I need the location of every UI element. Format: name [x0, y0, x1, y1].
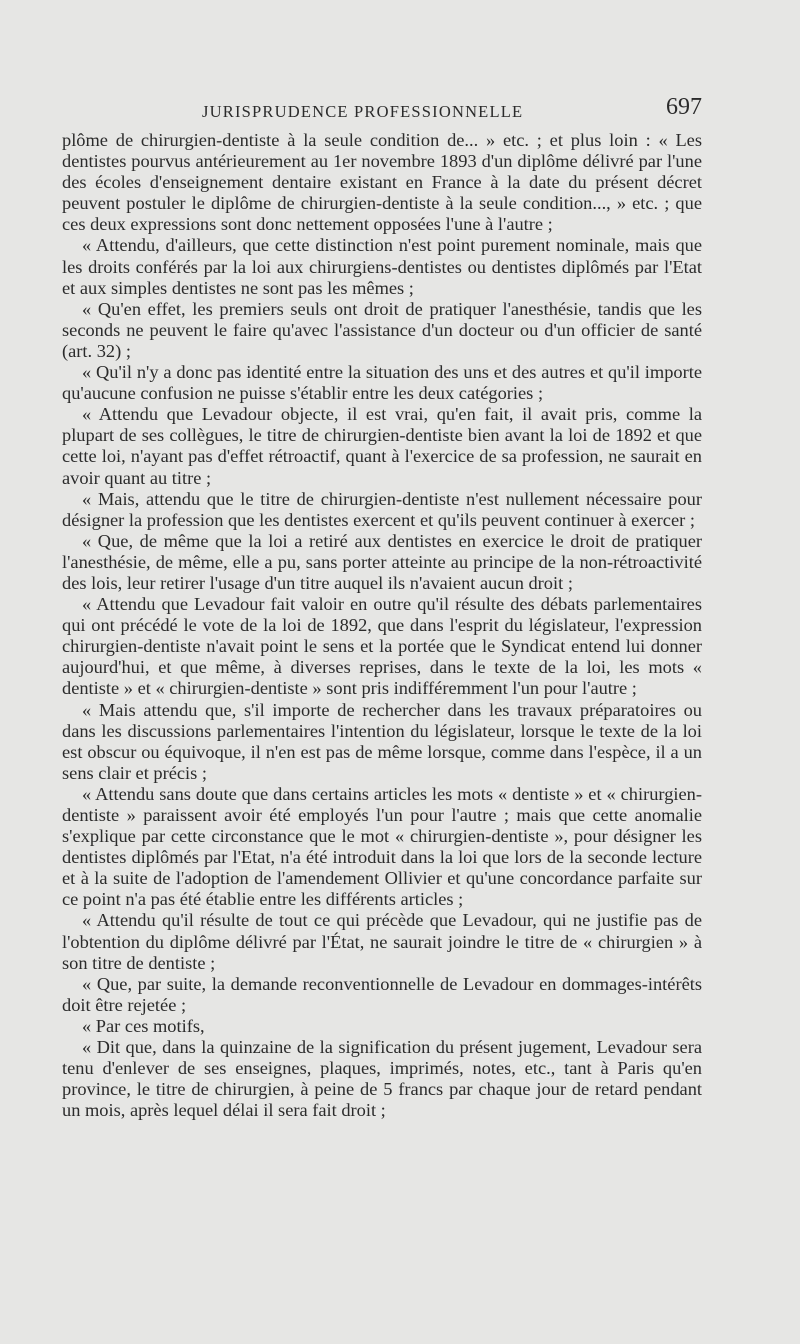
body-text [62, 130, 702, 1121]
paragraph: « Mais, attendu que le titre de chirurgien-dentiste n'est nullement nécessaire pour désigner la profession que les dentistes exercent et qu'ils peuvent continuer à exercer ; [62, 488, 702, 530]
running-title: JURISPRUDENCE PROFESSIONNELLE [202, 102, 524, 121]
paragraph: « Que, par suite, la demande reconventionnelle de Levadour en dommages-intérêts doit être rejetée ; [62, 973, 702, 1015]
page-number: 697 [666, 94, 702, 120]
paragraph: « Attendu que Levadour objecte, il est vrai, qu'en fait, il avait pris, comme la plupart de ses collègues, le titre de chirurgien-dentiste bien avant la loi de 1892 et que cette loi, n'ayant pas d'effet rétroactif, quant à l'exercice de sa profession, ne saurait en avoir quant au titre ; [62, 404, 702, 488]
paragraph: « Attendu, d'ailleurs, que cette distinction n'est point purement nominale, mais que les droits conférés par la loi aux chirurgiens-dentistes ou dentistes diplômés par l'Etat et aux simples dentistes ne sont pas les mêmes ; [62, 235, 702, 298]
paragraph: « Attendu sans doute que dans certains articles les mots « dentiste » et « chirurgien-dentiste » paraissent avoir été employés l'un pour l'autre ; mais que cette anomalie s'explique par cette circonstance que le mot « chirurgien-dentiste », pour désigner les dentistes diplômés par l'Etat, n'a été introduit dans la loi que lors de la seconde lecture et à la suite de l'adoption de l'amendement Ollivier et qu'une concordance parfaite sur ce point n'a pas été établie entre les différents articles ; [62, 783, 702, 910]
paragraph: « Mais attendu que, s'il importe de rechercher dans les travaux préparatoires ou dans les discussions parlementaires l'intention du législateur, lorsque le texte de la loi est obscur ou équivoque, il n'en est pas de même lorsque, comme dans l'espèce, il a un sens clair et précis ; [62, 699, 702, 783]
paragraph: « Attendu qu'il résulte de tout ce qui précède que Levadour, qui ne justifie pas de l'obtention du diplôme délivré par l'État, ne saurait joindre le titre de « chirurgien » à son titre de dentiste ; [62, 910, 702, 973]
paragraph: « Attendu que Levadour fait valoir en outre qu'il résulte des débats parlementaires qui ont précédé le vote de la loi de 1892, que dans l'esprit du législateur, l'expression chirurgien-dentiste n'avait point le sens et la portée que le Syndicat entend lui donner aujourd'hui, et que même, à diverses reprises, dans le texte de la loi, les mots « dentiste » et « chirurgien-dentiste » sont pris indifféremment l'un pour l'autre ; [62, 594, 702, 699]
paragraph: « Que, de même que la loi a retiré aux dentistes en exercice le droit de pratiquer l'anesthésie, de même, elle a pu, sans porter atteinte au principe de la non-rétroactivité des lois, leur retirer l'usage d'un titre auquel ils n'avaient aucun droit ; [62, 530, 702, 593]
paragraph: « Dit que, dans la quinzaine de la signification du présent jugement, Levadour sera tenu d'enlever de ses enseignes, plaques, imprimés, notes, etc., tant à Paris qu'en province, le titre de chirurgien, à peine de 5 francs par chaque jour de retard pendant un mois, après lequel délai il sera fait droit ; [62, 1037, 702, 1121]
paragraph: plôme de chirurgien-dentiste à la seule condition de... » etc. ; et plus loin : « Les dentistes pourvus antérieurement au 1er novembre 1893 d'un diplôme délivré par l'une des écoles d'enseignement dentaire existant en France à la date du présent décret peuvent postuler le diplôme de chirurgien-dentiste à la seule condition..., » etc. ; que ces deux expressions sont donc nettement opposées l'une à l'autre ; [62, 130, 702, 235]
paragraph: « Par ces motifs, [82, 1015, 205, 1036]
paragraph: « Qu'il n'y a donc pas identité entre la situation des uns et des autres et qu'il importe qu'aucune confusion ne puisse s'établir entre les deux catégories ; [62, 362, 702, 404]
paragraph: « Qu'en effet, les premiers seuls ont droit de pratiquer l'anesthésie, tandis que les seconds ne peuvent le faire qu'avec l'assistance d'un docteur ou d'un officier de santé (art. 32) ; [62, 298, 702, 361]
page-header [62, 94, 702, 128]
